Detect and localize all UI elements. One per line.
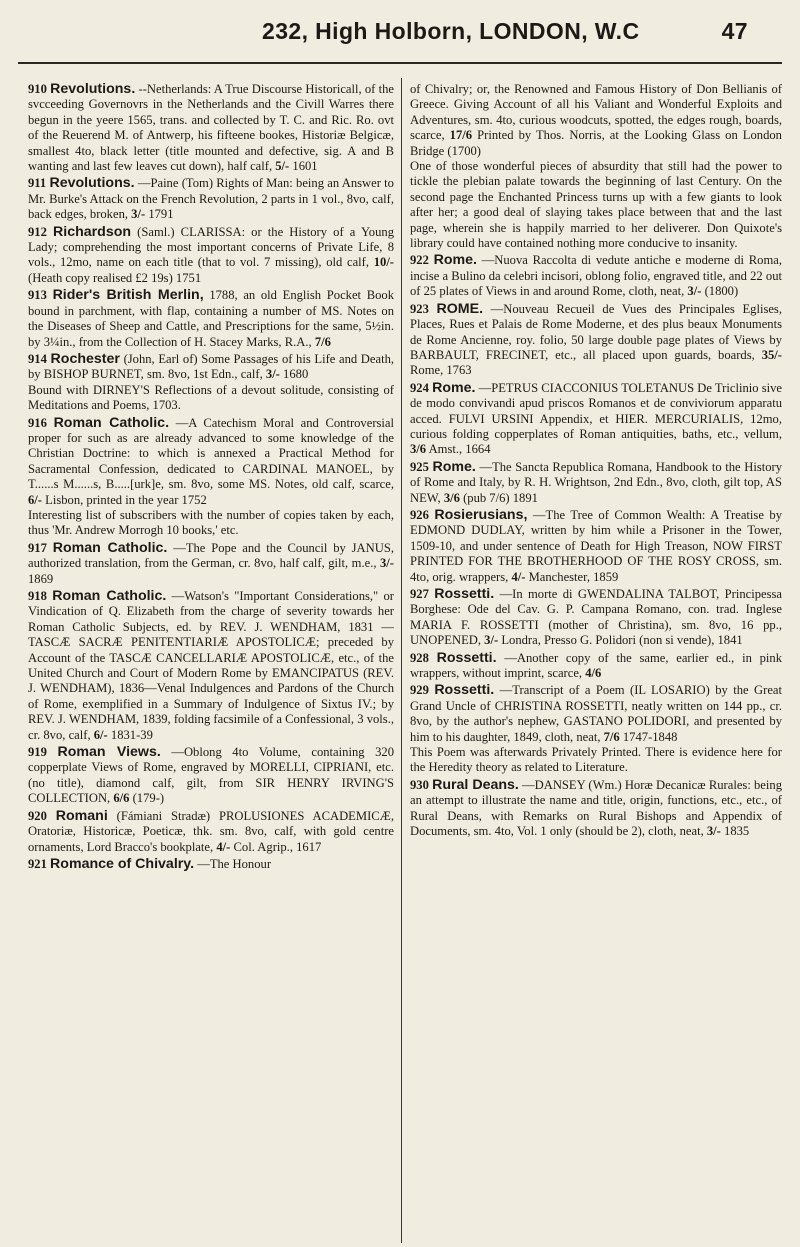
entry-heading: Rossetti. <box>434 586 495 602</box>
entry-description: —Oblong 4to Volume, containing 320 copperplate Views of Rome, engraved by MORELLI, CIPRIANI, etc. (no title), diamond calf, gilt, from SIR HENRY IRVING'S COLLECTION, <box>28 745 394 806</box>
lot-number: 929 <box>410 683 429 698</box>
entry-price: 4/6 <box>585 666 602 681</box>
header-address: 232, High Holborn, LONDON, W.C <box>262 17 640 44</box>
entry-price: 35/- <box>761 347 782 362</box>
entry-imprint: Printed by Thos. Norris, at the Looking Glass on London Bridge (1700) <box>410 128 782 158</box>
entry-heading: Revolutions. <box>49 175 135 192</box>
entry-imprint: (Heath copy realised £2 19s) 1751 <box>28 270 202 285</box>
lot-number: 927 <box>410 587 429 601</box>
lot-number: 925 <box>410 459 429 474</box>
entry-imprint: (pub 7/6) 1891 <box>463 490 538 505</box>
left-column <box>28 82 394 1242</box>
entry-description: —Watson's "Important Considerations," or Vindication of Q. Elizabeth from the charge of severity towards her Roman Catholic Subjects, ed. by REV. J. WENDHAM, 1831 — TASCÆ SACRÆ PENITENTIARIÆ APOSTOLICÆ; preceded by Account of the TASCÆ CANCELLARIÆ APOSTOLICÆ, etc., of the United Church and Court of Modern Rome by EMANCIPATUS (REV. J. WENDHAM), 1836—Venal Indulgences and Pardons of the Church of Rome, exemplified in a Summary of Indulgence of Sixtus IV.; by REV. J. WENDHAM, 1839, folding facsimile of a Confessional, 3 vols., cr. 8vo, calf, <box>28 589 394 742</box>
catalogue-entry <box>410 508 782 585</box>
entry-imprint: Rome, 1763 <box>410 363 472 378</box>
entry-heading: Romance of Chivalry. <box>50 855 195 872</box>
catalogue-entry <box>410 302 782 379</box>
entry-description: —Nuova Raccolta di vedute antiche e moderne di Roma, incise a Bulino da celebri incisori, oblong folio, engraved title, and 22 out of 25 plates of Views in and around Rome, cloth, neat, <box>410 253 782 299</box>
entry-note: Interesting list of subscribers with the number of copies taken by each, thus 'Mr. Andrew Morrogh 10 books,' etc. <box>28 507 394 538</box>
entry-description: 1788, an old English Pocket Book bound in parchment, with flap, containing a number of MS. Notes on the Diseases of Sheep and Cattle, and Prescriptions for the same, 5½in. by 3¼in., from the Collection of H. Stacey Marks, R.A., <box>28 288 394 349</box>
lot-number: 928 <box>410 650 429 665</box>
catalogue-entry <box>410 381 782 458</box>
entry-price: 3/- <box>484 633 499 648</box>
catalogue-entry <box>28 416 394 539</box>
entry-price: 4/- <box>511 569 526 584</box>
lot-number: 926 <box>410 507 429 522</box>
entry-heading: Rossetti. <box>436 649 497 666</box>
lot-number: 917 <box>28 540 47 555</box>
entry-heading: ROME. <box>436 300 484 317</box>
entry-heading: Roman Catholic. <box>53 414 170 431</box>
entry-price: 3/- <box>687 284 702 299</box>
entry-description: —Nouveau Recueil de Vues des Principales Eglises, Places, Rues et Palais de Rome Moderne, et des plus beaux Monuments de Rome Ancienne, roy. folio, 50 large double page plates of Views by BARBAULT, FRECINET, etc., all placed upon guards, boards, <box>410 301 782 362</box>
entry-imprint: Col. Agrip., 1617 <box>233 839 322 854</box>
entry-imprint: (1800) <box>704 284 739 299</box>
lot-number: 920 <box>28 808 47 823</box>
entry-heading: Rural Deans. <box>432 776 519 793</box>
lot-number: 923 <box>410 301 429 316</box>
catalogue-entry <box>410 253 782 299</box>
entry-price: 6/6 <box>113 791 130 806</box>
entry-price: 6/- <box>28 492 42 507</box>
entry-description: —DANSEY (Wm.) Horæ Decanicæ Rurales: being an attempt to illustrate the name and title, origin, functions, etc., etc., of Rural Deans, with Remarks on Rural Bishops and Appendix of Documents, sm. 4to, Vol. 1 only (should be 2), cloth, neat, <box>410 777 782 839</box>
entry-description: —Transcript of a Poem (IL LOSARIO) by the Great Grand Uncle of CHRISTINA ROSSETTI, neatly written on 144 pp., cr. 8vo, by the author's nephew, GASTANO POLIDORI, and presented by him to his daughter, 1849, cloth, neat, <box>410 683 782 744</box>
lot-number: 914 <box>28 351 47 366</box>
entry-description: —The Tree of Common Wealth: A Treatise by EDMOND DUDLAY, written by him while a Prisoner in the Tower, 1509-10, and under sentence of Death for High Treason, NOW FIRST PRINTED FOR THE BROTHERHOOD OF THE ROSY CROSS, sm. 4to, orig. wrappers, <box>410 507 782 584</box>
entry-price: 3/6 <box>443 490 460 505</box>
entry-description: —A Catechism Moral and Controversial proper for such as are already advanced to some knowledge of the Christian Doctrine: to which is annexed a Practical Method for Sacramental Confession, dedicated to CARDINAL MANOEL, by T......s M......s, B.....[urk]e, sm. 8vo, some MS. Notes, old calf, scarce, <box>28 415 394 492</box>
entry-heading: Rochester <box>50 350 120 367</box>
entry-price: 7/6 <box>314 334 331 349</box>
entry-imprint: Londra, Presso G. Polidori (non si vende), 1841 <box>501 633 743 648</box>
entry-description: —The Pope and the Council by JANUS, authorized translation, from the German, cr. 8vo, half calf, gilt, m.e., <box>28 540 394 571</box>
entry-price: 3/- <box>380 556 394 571</box>
entry-imprint: 1680 <box>283 367 309 382</box>
catalogue-entry <box>28 541 394 587</box>
entry-note: This Poem was afterwards Privately Printed. There is evidence here for the Heredity theory as related to Literature. <box>410 745 782 775</box>
catalogue-entry <box>410 460 782 506</box>
entry-description: —Another copy of the same, earlier ed., in pink wrappers, without imprint, scarce, <box>410 650 782 681</box>
lot-number: 910 <box>28 82 47 96</box>
page-number: 47 <box>721 17 748 44</box>
lot-number: 916 <box>28 415 47 430</box>
entry-heading: Rome. <box>432 379 476 396</box>
catalogue-entry <box>28 288 394 350</box>
entry-description: —In morte di GWENDALINA TALBOT, Principessa Borghese: Ode del Cav. G. P. Campana Romano, con. trad. Inglese MARIA F. ROSSETTI (mother of Christina), sm. 8vo, 16 pp., UNOPENED, <box>410 587 782 648</box>
lot-number: 912 <box>28 224 47 239</box>
catalogue-entry <box>410 587 782 649</box>
entry-description: (Fámiani Stradæ) PROLUSIONES ACADEMICÆ, Oratoriæ, Historicæ, Poeticæ, thk. sm. 8vo, calf, with gold centre ornaments, Lord Bracco's bookplate, <box>28 808 394 854</box>
entry-description: —The Sancta Republica Romana, Handbook to the History of Rome and Italy, by R. H. Wrightson, 2nd Edn., 8vo, cloth, gilt top, AS NEW, <box>410 459 782 505</box>
entry-imprint: Lisbon, printed in the year 1752 <box>45 492 207 507</box>
catalogue-entry <box>28 225 394 287</box>
catalogue-entry <box>410 651 782 682</box>
catalogue-entry <box>28 745 394 807</box>
entry-imprint: 1601 <box>292 159 318 174</box>
entry-price: 3/- <box>131 207 146 222</box>
lot-number: 924 <box>410 380 429 395</box>
lot-number: 919 <box>28 745 47 760</box>
entry-description: —Paine (Tom) Rights of Man: being an Answer to Mr. Burke's Attack on the French Revolution, 2 parts in 1 vol., 8vo, calf, back edges, broken, <box>28 176 394 222</box>
entry-imprint: Amst., 1664 <box>428 442 491 457</box>
entry-price: 3/6 <box>410 442 427 457</box>
entry-description: (John, Earl of) Some Passages of his Life and Death, by BISHOP BURNET, sm. 8vo, 1st Edn., calf, <box>28 351 394 382</box>
entry-heading: Rosierusians, <box>434 506 528 523</box>
lot-number: 921 <box>28 856 47 871</box>
catalogue-entry <box>28 176 394 222</box>
entry-imprint: (179-) <box>132 791 165 806</box>
entry-price: 5/- <box>275 159 290 174</box>
page-header <box>0 0 800 62</box>
entry-heading: Roman Views. <box>57 744 161 761</box>
catalogue-entry <box>410 778 782 840</box>
entry-heading: Rome. <box>433 252 477 269</box>
catalogue-entry <box>28 589 394 743</box>
entry-imprint: 1791 <box>148 207 174 222</box>
catalogue-entry <box>28 857 394 872</box>
entry-price: 4/- <box>216 839 231 854</box>
entry-price: 7/6 <box>603 729 620 744</box>
entry-imprint: Manchester, 1859 <box>528 569 619 584</box>
entry-note: One of those wonderful pieces of absurdity that still had the power to tickle the plebian palate towards the beginning of last Century. On the second page the Enchanted Princess turns up with a few giants to look after her; a good deal of slaying takes place between that and the last page, wherein she is happily married to her deliverer. Don Quixote's library could have contained nothing more conducive to insanity. <box>410 159 782 251</box>
lot-number: 930 <box>410 777 429 792</box>
entry-note: Bound with DIRNEY'S Reflections of a devout solitude, consisting of Meditations and Poems, 1703. <box>28 382 394 413</box>
header-rule <box>18 62 782 64</box>
entry-price: 3/- <box>706 824 721 839</box>
catalogue-entry <box>28 809 394 855</box>
entry-heading: Revolutions. <box>50 82 136 97</box>
entry-description: (Saml.) CLARISSA: or the History of a Young Lady; comprehending the most important concerns of Private Life, 8 vols., 12mo, name on each title (that to vol. 7 missing), old calf, <box>28 224 394 270</box>
entry-heading: Romani <box>55 807 108 824</box>
catalogue-entry <box>410 683 782 775</box>
right-column <box>410 82 782 1242</box>
entry-heading: Rossetti. <box>434 682 495 699</box>
entry-price: 6/- <box>93 727 108 742</box>
lot-number: 913 <box>28 288 47 303</box>
entry-imprint: 1831-39 <box>110 727 153 742</box>
entry-heading: Rider's British Merlin, <box>52 287 204 304</box>
entry-heading: Richardson <box>53 223 132 240</box>
catalogue-entry <box>410 82 782 251</box>
entry-heading: Roman Catholic. <box>52 588 167 604</box>
entry-description: --Netherlands: A True Discourse Historicall, of the svcceeding Governovrs in the Netherlands and the Civill Warres there begun in the yeere 1565, trans. and collected by T. C. and Ric. Ro. ovt of the Reuerend M. of Antwerp, his fifteene bookes, Historiæ Belgicæ, smallest 4to, black letter (title mounted and defective, sig. A and B wanting and last few leaves cut down), half calf, <box>28 82 394 174</box>
entry-price: 3/- <box>265 367 280 382</box>
entry-description: —PETRUS CIACCONIUS TOLETANUS De Triclinio sive de modo convivandi apud priscos Romanos et de conviviorum apparatu acced. FULVI URSINI Appendix, et HIER. MERCURIALIS, 12mo, curious folding copperplates of Roman antiquities, baths, etc., vellum, <box>410 380 782 441</box>
lot-number: 911 <box>28 176 47 191</box>
entry-heading: Rome. <box>432 458 476 475</box>
entry-imprint: 1835 <box>724 824 750 839</box>
entry-heading: Roman Catholic. <box>52 539 168 556</box>
entry-description: —The Honour <box>197 856 272 871</box>
entry-price: 10/- <box>373 255 394 270</box>
catalogue-entry <box>28 82 394 174</box>
entry-imprint: 1869 <box>28 571 54 586</box>
entry-price: 17/6 <box>449 128 473 143</box>
column-divider <box>401 78 402 1243</box>
entry-imprint: 1747-1848 <box>622 729 678 744</box>
lot-number: 922 <box>410 253 429 268</box>
entry-description: of Chivalry; or, the Renowned and Famous History of Don Bellianis of Greece. Giving Account of all his Valiant and Wonderful Exploits and Adventures, sm. 4to, curious woodcuts, spotted, the edges rough, boards, scarce, <box>410 82 782 143</box>
lot-number: 918 <box>28 589 47 603</box>
catalogue-entry <box>28 352 394 414</box>
